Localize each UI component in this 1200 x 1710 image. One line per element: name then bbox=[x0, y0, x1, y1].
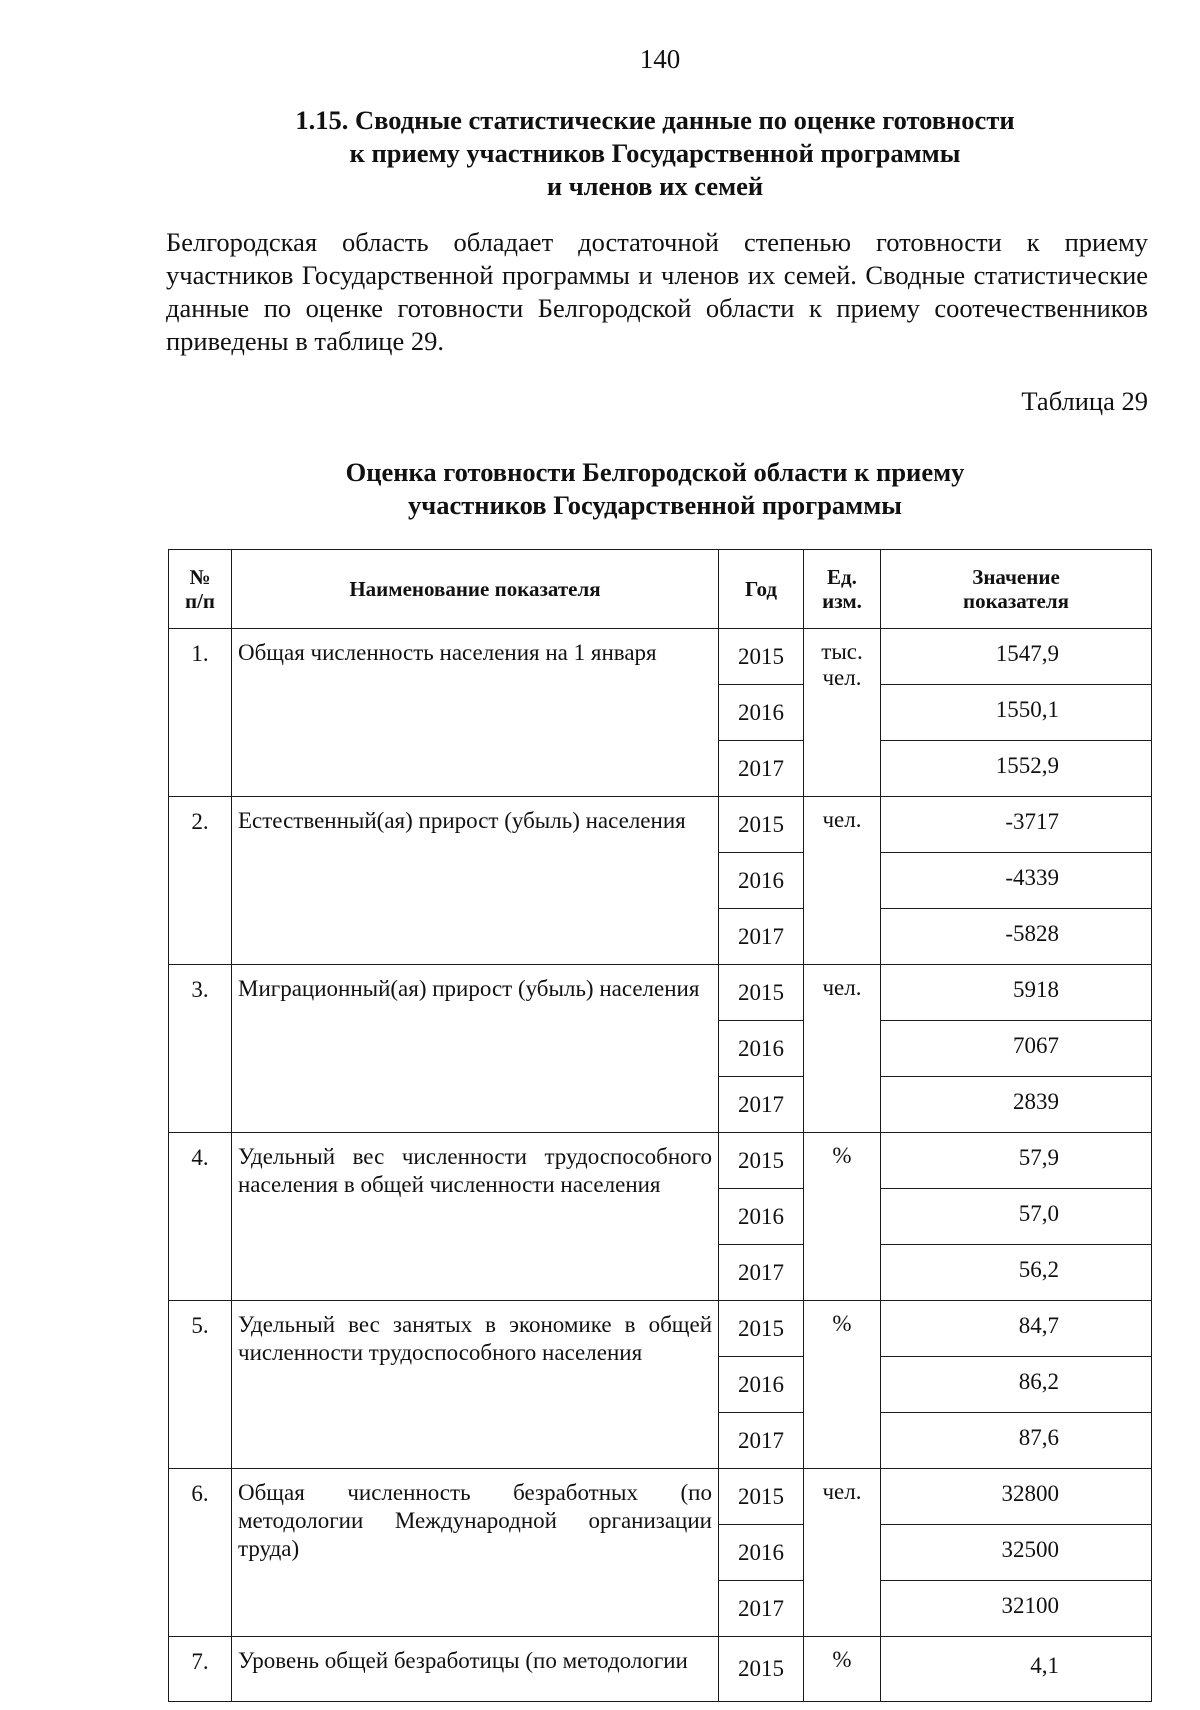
indicator-name: Общая численность населения на 1 января bbox=[232, 629, 719, 797]
value-cell: 57,0 bbox=[881, 1189, 1152, 1245]
section-title bbox=[150, 104, 1160, 203]
header-num bbox=[169, 550, 232, 629]
value-cell: 57,9 bbox=[881, 1133, 1152, 1189]
year-cell: 2015 bbox=[719, 797, 804, 853]
indicator-name: Общая численность безработных (по методологии Международной организации труда) bbox=[232, 1469, 719, 1637]
header-value-line1: Значение bbox=[972, 565, 1060, 589]
value-cell: 7067 bbox=[881, 1021, 1152, 1077]
year-cell: 2017 bbox=[719, 741, 804, 797]
unit-text: тыс. чел. bbox=[821, 639, 863, 690]
section-title-line: к приему участников Государственной программы bbox=[349, 138, 961, 168]
header-unit-line1: Ед. bbox=[827, 565, 857, 589]
year-cell: 2015 bbox=[719, 1469, 804, 1525]
unit-cell bbox=[804, 629, 881, 797]
year-cell: 2017 bbox=[719, 1245, 804, 1301]
table-header-row bbox=[169, 550, 1152, 629]
paragraph-text: Белгородская область обладает достаточной степенью готовности bbox=[166, 227, 1002, 257]
unit-cell: чел. bbox=[804, 965, 881, 1133]
readiness-table bbox=[168, 549, 1152, 1702]
unit-cell: % bbox=[804, 1133, 881, 1301]
unit-cell: % bbox=[804, 1301, 881, 1469]
year-cell: 2017 bbox=[719, 909, 804, 965]
header-value bbox=[881, 550, 1152, 629]
table-title bbox=[150, 456, 1160, 522]
table-row bbox=[169, 1637, 1152, 1702]
header-num-line2: п/п bbox=[184, 589, 216, 613]
table-label: Таблица 29 bbox=[1021, 386, 1148, 416]
header-unit bbox=[804, 550, 881, 629]
value-cell: -4339 bbox=[881, 853, 1152, 909]
header-year: Год bbox=[719, 550, 804, 629]
value-cell: -3717 bbox=[881, 797, 1152, 853]
year-cell: 2016 bbox=[719, 1525, 804, 1581]
year-cell: 2017 bbox=[719, 1077, 804, 1133]
intro-paragraph bbox=[166, 226, 1148, 358]
value-cell: 5918 bbox=[881, 965, 1152, 1021]
year-cell: 2015 bbox=[719, 1133, 804, 1189]
value-cell: 56,2 bbox=[881, 1245, 1152, 1301]
year-cell: 2017 bbox=[719, 1581, 804, 1637]
year-cell: 2016 bbox=[719, 1021, 804, 1077]
value-cell: -5828 bbox=[881, 909, 1152, 965]
value-cell: 2839 bbox=[881, 1077, 1152, 1133]
year-cell: 2015 bbox=[719, 1637, 804, 1702]
header-num-line1: № bbox=[189, 565, 211, 589]
table-title-line: участников Государственной программы bbox=[408, 490, 902, 520]
header-name: Наименование показателя bbox=[232, 550, 719, 629]
row-number: 2. bbox=[169, 797, 232, 965]
table-row bbox=[169, 797, 1152, 853]
header-value-line2: показателя bbox=[962, 589, 1070, 613]
row-number: 6. bbox=[169, 1469, 232, 1637]
paragraph-text: статистические данные по оценке готовности Белгородской области к приему bbox=[166, 260, 1149, 323]
table-row bbox=[169, 1469, 1152, 1525]
row-number: 4. bbox=[169, 1133, 232, 1301]
year-cell: 2015 bbox=[719, 629, 804, 685]
indicator-name: Естественный(ая) прирост (убыль) населения bbox=[232, 797, 719, 965]
year-cell: 2015 bbox=[719, 965, 804, 1021]
unit-cell: чел. bbox=[804, 797, 881, 965]
table-row bbox=[169, 965, 1152, 1021]
indicator-name: Миграционный(ая) прирост (убыль) населения bbox=[232, 965, 719, 1133]
page-number: 140 bbox=[639, 44, 681, 74]
value-cell: 84,7 bbox=[881, 1301, 1152, 1357]
table-row bbox=[169, 1301, 1152, 1357]
row-number: 3. bbox=[169, 965, 232, 1133]
value-cell: 1550,1 bbox=[881, 685, 1152, 741]
row-number: 5. bbox=[169, 1301, 232, 1469]
year-cell: 2016 bbox=[719, 853, 804, 909]
indicator-name: Удельный вес численности трудоспособного населения в общей численности населения bbox=[232, 1133, 719, 1301]
indicator-name: Уровень общей безработицы (по методологии bbox=[232, 1637, 719, 1702]
row-number: 7. bbox=[169, 1637, 232, 1702]
value-cell: 32100 bbox=[881, 1581, 1152, 1637]
value-cell: 32500 bbox=[881, 1525, 1152, 1581]
value-cell: 86,2 bbox=[881, 1357, 1152, 1413]
year-cell: 2016 bbox=[719, 1189, 804, 1245]
unit-cell: чел. bbox=[804, 1469, 881, 1637]
section-title-line: и членов их семей bbox=[546, 171, 764, 201]
header-unit-line2: изм. bbox=[822, 589, 862, 613]
table-row bbox=[169, 1133, 1152, 1189]
indicator-name: Удельный вес занятых в экономике в общей численности трудоспособного населения bbox=[232, 1301, 719, 1469]
table-row bbox=[169, 629, 1152, 685]
value-cell: 32800 bbox=[881, 1469, 1152, 1525]
year-cell: 2015 bbox=[719, 1301, 804, 1357]
year-cell: 2017 bbox=[719, 1413, 804, 1469]
year-cell: 2016 bbox=[719, 685, 804, 741]
row-number: 1. bbox=[169, 629, 232, 797]
table-title-line: Оценка готовности Белгородской области к приему bbox=[345, 457, 965, 487]
section-title-line: 1.15. Сводные статистические данные по оценке готовности bbox=[295, 105, 1015, 135]
unit-cell: % bbox=[804, 1637, 881, 1702]
value-cell: 1547,9 bbox=[881, 629, 1152, 685]
value-cell: 1552,9 bbox=[881, 741, 1152, 797]
paragraph-text: к приему участников Государственной программы и членов их семей. Сводные bbox=[166, 227, 1148, 290]
paragraph-text: соотечественников приведены в таблице 29. bbox=[166, 293, 1149, 356]
value-cell: 4,1 bbox=[881, 1637, 1152, 1702]
value-cell: 87,6 bbox=[881, 1413, 1152, 1469]
year-cell: 2016 bbox=[719, 1357, 804, 1413]
